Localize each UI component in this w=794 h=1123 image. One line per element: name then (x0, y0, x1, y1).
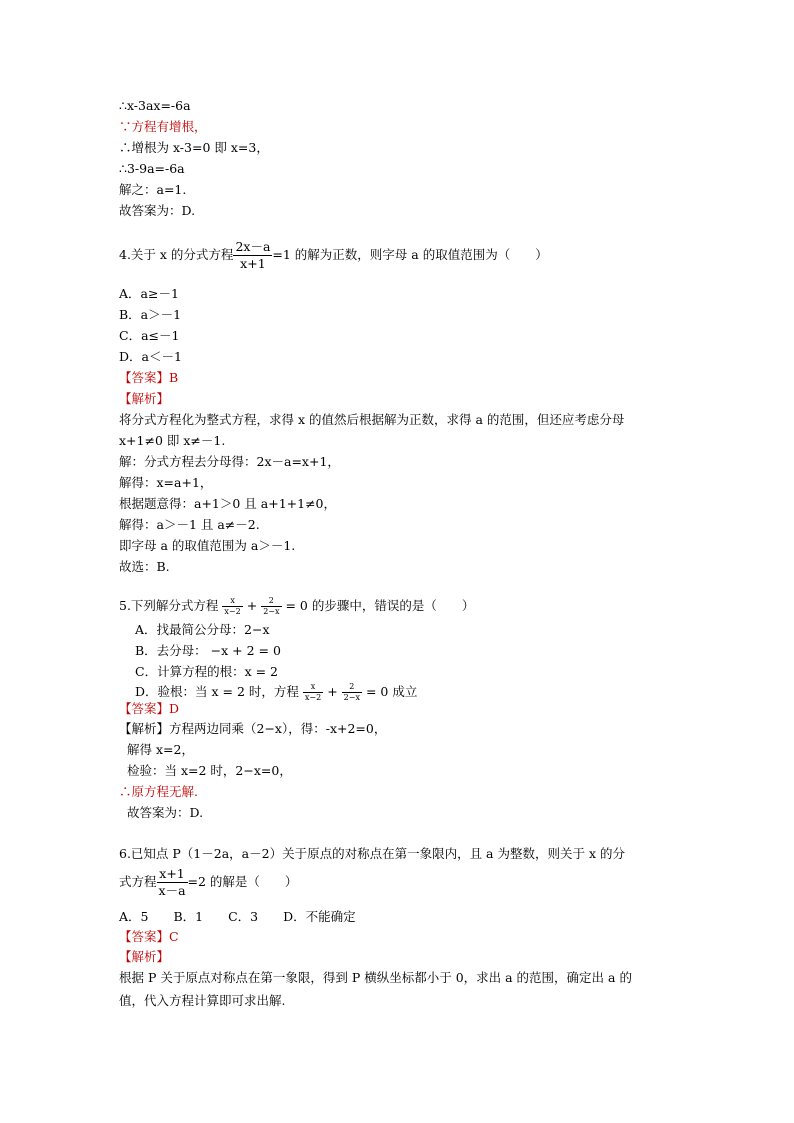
explanation-line: 值，代入方程计算即可求出解. (119, 993, 286, 1008)
fraction-denominator: x+1 (240, 256, 266, 271)
plus-sign: + (246, 598, 258, 613)
explanation-line: x+1≠0 即 x≠－1. (119, 433, 226, 448)
option-b: B．去分母： −x + 2 = 0 (135, 643, 281, 658)
fraction (157, 866, 188, 899)
explanation-line: 根据题意得：a+1＞0 且 a+1+1≠0， (119, 496, 337, 511)
fraction (303, 682, 323, 703)
explanation-line: 解：分式方程去分母得：2x－a=x+1， (119, 454, 340, 469)
solution-line: 故答案为：D. (119, 203, 196, 218)
stem-text: 4.关于 x 的分式方程 (119, 247, 234, 262)
option-text: D．验根：当 x = 2 时，方程 (135, 684, 299, 699)
explanation-line: 解得：x=a+1， (119, 475, 213, 490)
solution-line: ∴x-3ax=-6a (119, 98, 191, 113)
explanation-line: 即字母 a 的取值范围为 a＞－1. (119, 538, 296, 553)
solution-line: ∵方程有增根， (119, 119, 207, 134)
question-4-stem (119, 237, 548, 273)
explanation-line: 检验：当 x=2 时，2−x=0， (127, 763, 292, 778)
solution-line: 解之：a=1. (119, 182, 187, 197)
option-d: D．a＜－1 (119, 349, 182, 364)
option-a: A．找最简公分母：2−x (135, 622, 270, 637)
fraction (342, 682, 362, 703)
answer-label: 【答案】C (119, 929, 179, 944)
stem-text: = 0 的步骤中，错误的是（ ） (285, 598, 475, 613)
fraction-numerator: x (222, 596, 242, 607)
question-6-stem-cont (119, 864, 297, 900)
explanation-line: 故答案为：D. (127, 805, 204, 820)
explanation-line: 根据 P 关于原点对称点在第一象限，得到 P 横纵坐标都小于 0，求出 a 的范围，确定出 a 的 (119, 970, 632, 985)
option-c: C．a≤－1 (119, 328, 180, 343)
fraction (222, 596, 242, 617)
analysis-line: 【解析】方程两边同乘（2−x），得：-x+2=0， (119, 721, 387, 736)
explanation-line: 解得 x=2， (127, 742, 194, 757)
fraction-denominator: x－a (158, 883, 186, 898)
explanation-line: 解得：a＞－1 且 a≠－2. (119, 517, 260, 532)
plus-sign: + (327, 684, 338, 699)
analysis-label: 【解析】 (119, 949, 170, 964)
fraction-numerator: x+1 (157, 866, 188, 883)
option-c: C．计算方程的根：x = 2 (135, 664, 278, 679)
explanation-line: 将分式方程化为整式方程，求得 x 的值然后根据解为正数，求得 a 的范围，但还应考虑分母 (119, 412, 625, 427)
stem-text: 5.下列解分式方程 (119, 598, 219, 613)
fraction-denominator: 2−x (263, 607, 280, 616)
fraction-numerator: 2 (261, 596, 281, 607)
option-a: A．a≥－1 (119, 286, 179, 301)
explanation-line: 故选：B. (119, 559, 170, 574)
option-b: B．a＞－1 (119, 307, 182, 322)
fraction (261, 596, 281, 617)
answer-label: 【答案】D (119, 701, 180, 716)
stem-text: 式方程 (119, 874, 157, 889)
option-text: = 0 成立 (365, 684, 418, 699)
question-5-stem (119, 593, 474, 619)
fraction-numerator: 2 (342, 682, 362, 693)
question-6-stem: 6.已知点 P（1－2a，a－2）关于原点的对称点在第一象限内，且 a 为整数，则关于 x 的分 (119, 846, 625, 861)
answer-label: 【答案】B (119, 370, 179, 385)
solution-line: ∴增根为 x-3=0 即 x=3， (119, 140, 269, 155)
stem-text: =2 的解是（ ） (187, 874, 298, 889)
fraction-denominator: 2−x (343, 693, 360, 702)
fraction-denominator: x−2 (304, 693, 322, 702)
solution-line: ∴3-9a=-6a (119, 161, 185, 176)
fraction-denominator: x−2 (224, 607, 241, 616)
fraction (233, 239, 272, 272)
explanation-line: ∴原方程无解. (119, 784, 198, 799)
analysis-label: 【解析】 (119, 391, 170, 406)
fraction-numerator: 2x－a (235, 239, 271, 254)
options-row: A．5 B．1 C．3 D．不能确定 (119, 909, 356, 924)
stem-text: =1 的解为正数，则字母 a 的取值范围为（ ） (272, 247, 548, 262)
fraction-numerator: x (303, 682, 323, 693)
